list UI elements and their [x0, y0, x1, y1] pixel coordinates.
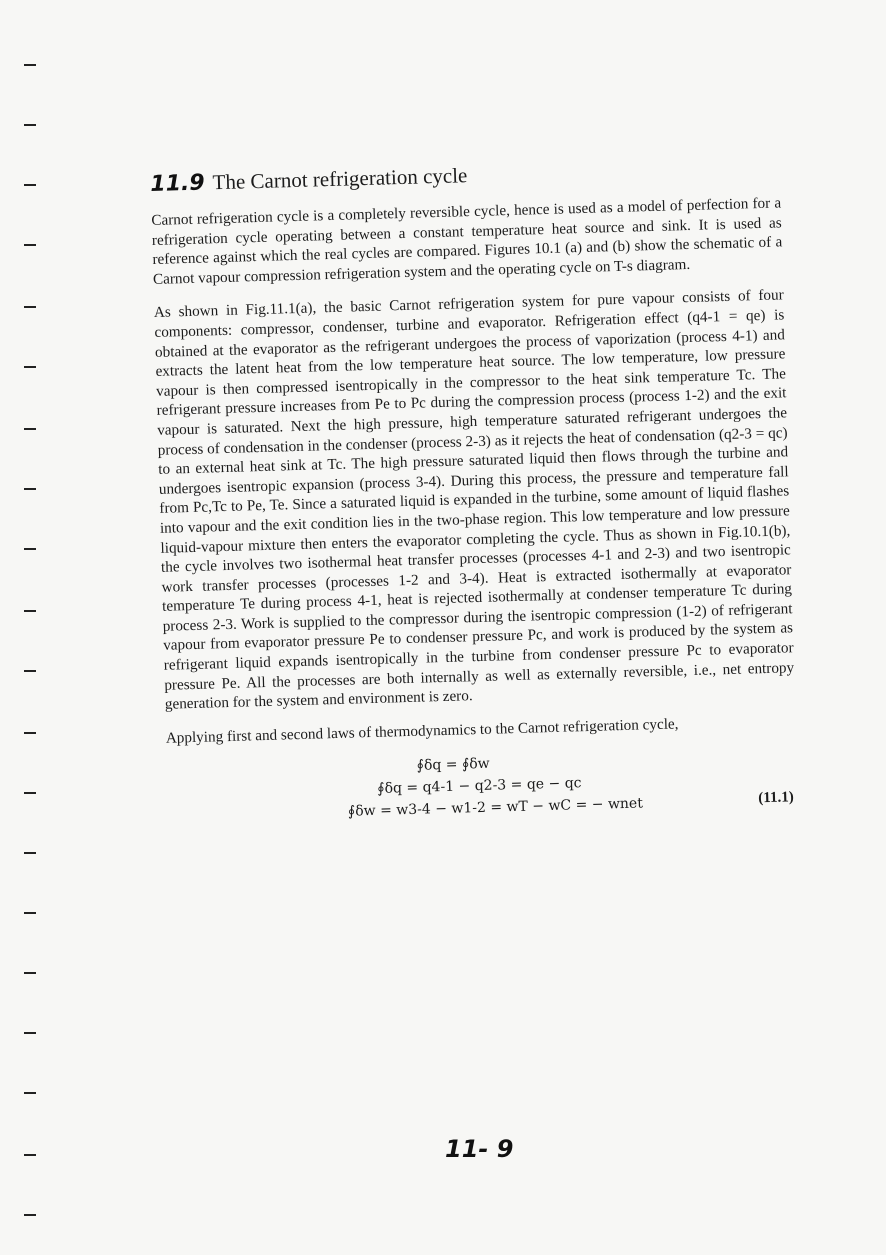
document-page [150, 154, 798, 828]
section-heading [150, 154, 780, 197]
page-number: 11- 9 [445, 1135, 514, 1163]
equation-line-2: ∮δq = q4-1 − q2-3 = qe − qc [377, 775, 582, 798]
section-number: 11.9 [150, 170, 205, 197]
margin-mark [24, 306, 36, 308]
section-title: The Carnot refrigeration cycle [212, 163, 468, 195]
margin-mark [24, 124, 36, 126]
margin-mark [24, 244, 36, 246]
margin-mark [24, 428, 36, 430]
equation-block [166, 745, 798, 829]
margin-mark [24, 1214, 36, 1216]
margin-mark [24, 1154, 36, 1156]
paragraph-description: As shown in Fig.11.1(a), the basic Carnot refrigeration system for pure vapour consists of four components: compressor, condenser, turbine and evaporator. Refrigeration effect (q4-1 = qe) is obtained at the evaporator as the refrigerant undergoes the process of vaporization (process 4-1) and extracts the latent heat from the low temperature heat source. The low temperature, low pressure vapour is then compressed isentropically in the compressor to the heat sink temperature Tc. The refrigerant pressure increases from Pe to Pc during the compression process (process 1-2) and the exit vapour is saturated. Next the high pressure, high temperature saturated refrigerant undergoes the process of condensation in the condenser (process 2-3) as it rejects the heat of condensation (q2-3 = qc) to an external heat sink at Tc. The high pressure saturated liquid then flows through the turbine and undergoes isentropic expansion (process 3-4). During this process, the pressure and temperature fall from Pc,Tc to Pe, Te. Since a saturated liquid is expanded in the turbine, some amount of liquid flashes into vapour and the exit condition lies in the two-phase region. This low temperature and low pressure liquid-vapour mixture then enters the evaporator completing the cycle. Thus as shown in Fig.10.1(b), the cycle involves two isothermal heat transfer processes (processes 4-1 and 2-3) and two isentropic work transfer processes (processes 1-2 and 3-4). Heat is extracted isothermally at evaporator temperature Te during process 4-1, heat is rejected isothermally at condenser temperature Tc during process 2-3. Work is supplied to the compressor during the isentropic compression (1-2) of refrigerant vapour from evaporator pressure Pe to condenser pressure Pc, and work is produced by the system as refrigerant liquid expands isentropically in the turbine from condenser pressure Pc to evaporator pressure Pe. All the processes are both internally as well as externally reversible, i.e., net entropy generation for the system and environment is zero. [153, 286, 795, 714]
paragraph-intro: Carnot refrigeration cycle is a completely reversible cycle, hence is used as a model of perfection for a refrigeration cycle operating between a constant temperature heat source and sink. It is used as reference against which the real cycles are compared. Figures 10.1 (a) and (b) show the schematic of a Carnot vapour compression refrigeration system and the operating cycle on T-s diagram. [151, 194, 783, 288]
margin-mark [24, 1032, 36, 1034]
margin-mark [24, 852, 36, 854]
margin-mark [24, 670, 36, 672]
margin-mark [24, 1092, 36, 1094]
margin-mark [24, 64, 36, 66]
margin-mark [24, 732, 36, 734]
margin-mark [24, 972, 36, 974]
margin-mark [24, 548, 36, 550]
equation-line-1: ∮δq = ∮δw [416, 756, 490, 775]
margin-mark [24, 488, 36, 490]
margin-mark [24, 184, 36, 186]
binding-margin-marks [24, 0, 44, 1255]
margin-mark [24, 792, 36, 794]
paragraph-applying-laws: Applying first and second laws of thermodynamics to the Carnot refrigeration cycle, [165, 715, 679, 747]
margin-mark [24, 912, 36, 914]
margin-mark [24, 610, 36, 612]
equation-line-3: ∮δw = w3-4 − w1-2 = wT − wC = − wnet [347, 795, 644, 821]
margin-mark [24, 366, 36, 368]
equation-number: (11.1) [758, 789, 794, 807]
